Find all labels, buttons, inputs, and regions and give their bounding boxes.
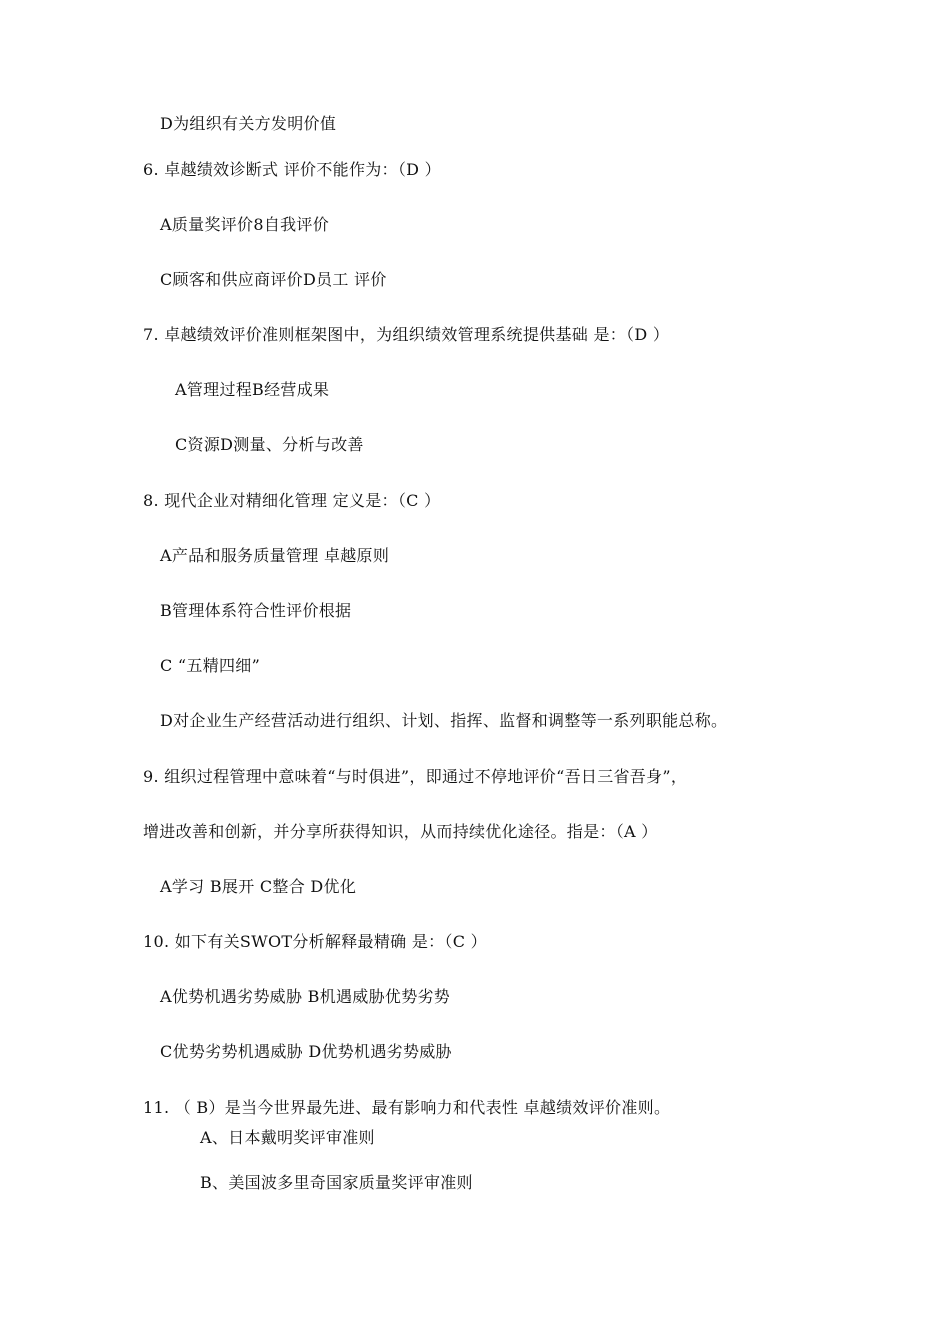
question-7: 7. 卓越绩效评价准则框架图中，为组织绩效管理系统提供基础 是：（D ） (143, 325, 670, 344)
answer-option-line: A优势机遇劣势威胁 B机遇威胁优势劣势 (160, 987, 451, 1006)
question-9: 9. 组织过程管理中意味着“与时俱进”，即通过不停地评价“吾日三省吾身”， (143, 767, 688, 786)
answer-option-line: A学习 B展开 C整合 D优化 (160, 877, 357, 896)
answer-option-line: A产品和服务质量管理 卓越原则 (160, 546, 390, 565)
question-6: 6. 卓越绩效诊断式 评价不能作为：（D ） (143, 160, 441, 179)
answer-option-line: C “五精四细” (160, 656, 261, 675)
question-10: 10. 如下有关SWOT分析解释最精确 是：（C ） (143, 932, 487, 951)
question-11: 11. （ B）是当今世界最先进、最有影响力和代表性 卓越绩效评价准则。 (143, 1098, 671, 1117)
answer-option-line: C资源D测量、分析与改善 (175, 435, 364, 454)
answer-option-line: A管理过程B经营成果 (175, 380, 330, 399)
answer-option-line: D为组织有关方发明价值 (160, 114, 337, 133)
answer-option-line: B管理体系符合性评价根据 (160, 601, 352, 620)
answer-option-line: D对企业生产经营活动进行组织、计划、指挥、监督和调整等一系列职能总称。 (160, 711, 728, 730)
answer-option-line: C顾客和供应商评价D员工 评价 (160, 270, 387, 289)
question-8: 8. 现代企业对精细化管理 定义是：（C ） (143, 491, 441, 510)
answer-option-line: C优势劣势机遇威胁 D优势机遇劣势威胁 (160, 1042, 452, 1061)
answer-option-line: A、日本戴明奖评审准则 (200, 1128, 375, 1147)
answer-option-line: A质量奖评价8自我评价 (160, 215, 330, 234)
answer-option-line: B、美国波多里奇国家质量奖评审准则 (200, 1173, 473, 1192)
question-9-continuation: 增进改善和创新，并分享所获得知识，从而持续优化途径。指是：（A ） (143, 822, 658, 841)
